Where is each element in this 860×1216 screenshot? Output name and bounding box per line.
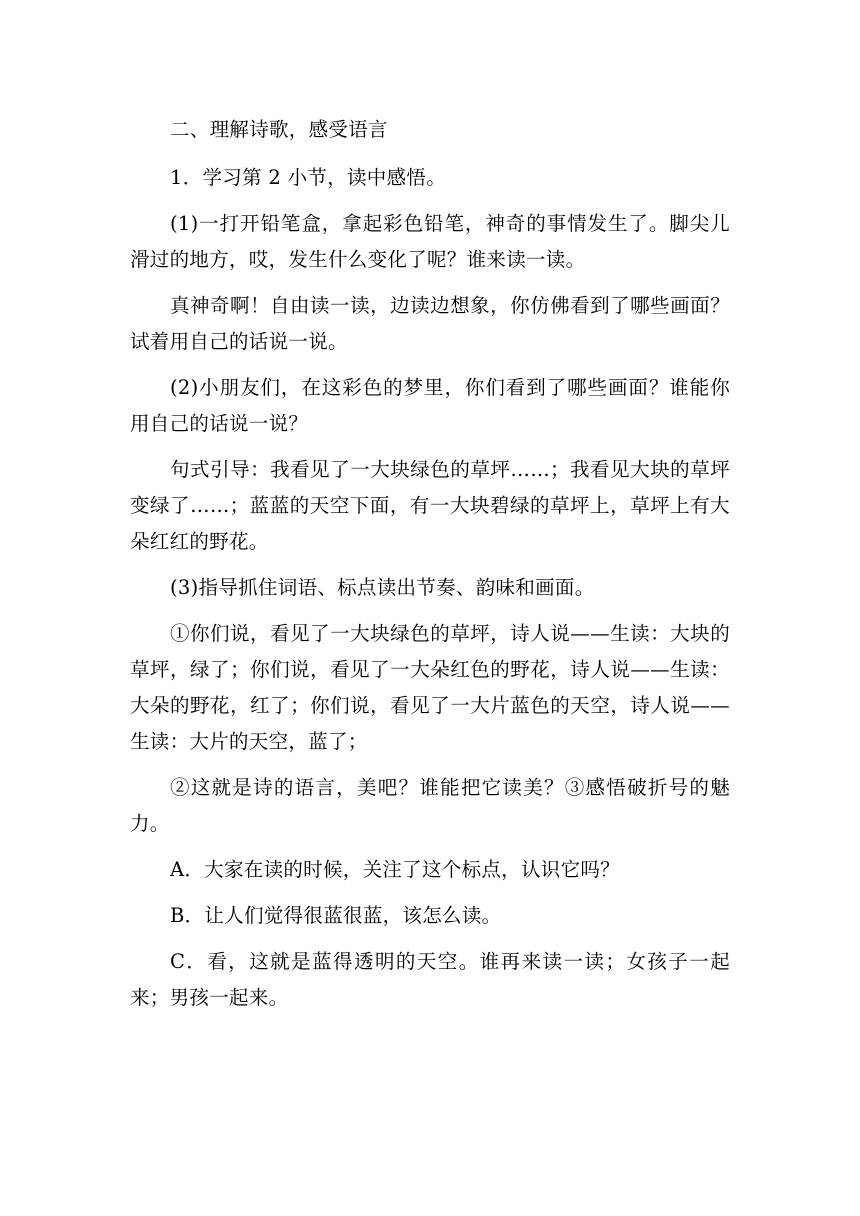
paragraph-1: (1)一打开铅笔盒，拿起彩色铅笔，神奇的事情发生了。脚尖儿滑过的地方，哎，发生什么变化了呢？谁来读一读。 (130, 212, 730, 271)
paragraph-5: (3)指导抓住词语、标点读出节奏、韵味和画面。 (170, 576, 595, 599)
document-body (130, 112, 730, 1026)
list-item-b: B．让人们觉得很蓝很蓝，该怎么读。 (170, 904, 502, 927)
list-item-c: C．看，这就是蓝得透明的天空。谁再来读一读；女孩子一起来；男孩一起来。 (130, 950, 730, 1009)
paragraph-2: 真神奇啊！自由读一读，边读边想象，你仿佛看到了哪些画面？试着用自己的话说一说。 (130, 294, 730, 353)
paragraph-4: 句式引导：我看见了一大块绿色的草坪……；我看见大块的草坪变绿了……；蓝蓝的天空下面，有一大块碧绿的草坪上，草坪上有大朵红红的野花。 (130, 458, 730, 553)
section-heading: 二、理解诗歌，感受语言 (170, 118, 388, 141)
list-item-a: A．大家在读的时候，关注了这个标点，认识它吗？ (170, 858, 620, 881)
paragraph-3: (2)小朋友们，在这彩色的梦里，你们看到了哪些画面？谁能你用自己的话说一说？ (130, 376, 730, 435)
step-heading: 1．学习第 2 小节，读中感悟。 (170, 166, 447, 189)
paragraph-6: ①你们说，看见了一大块绿色的草坪，诗人说——生读：大块的草坪，绿了；你们说，看见了一大朵红色的野花，诗人说——生读：大朵的野花，红了；你们说，看见了一大片蓝色的天空，诗人说——生读：大片的天空，蓝了； (130, 622, 730, 753)
paragraph-7: ②这就是诗的语言，美吧？谁能把它读美？③感悟破折号的魅力。 (130, 776, 730, 835)
